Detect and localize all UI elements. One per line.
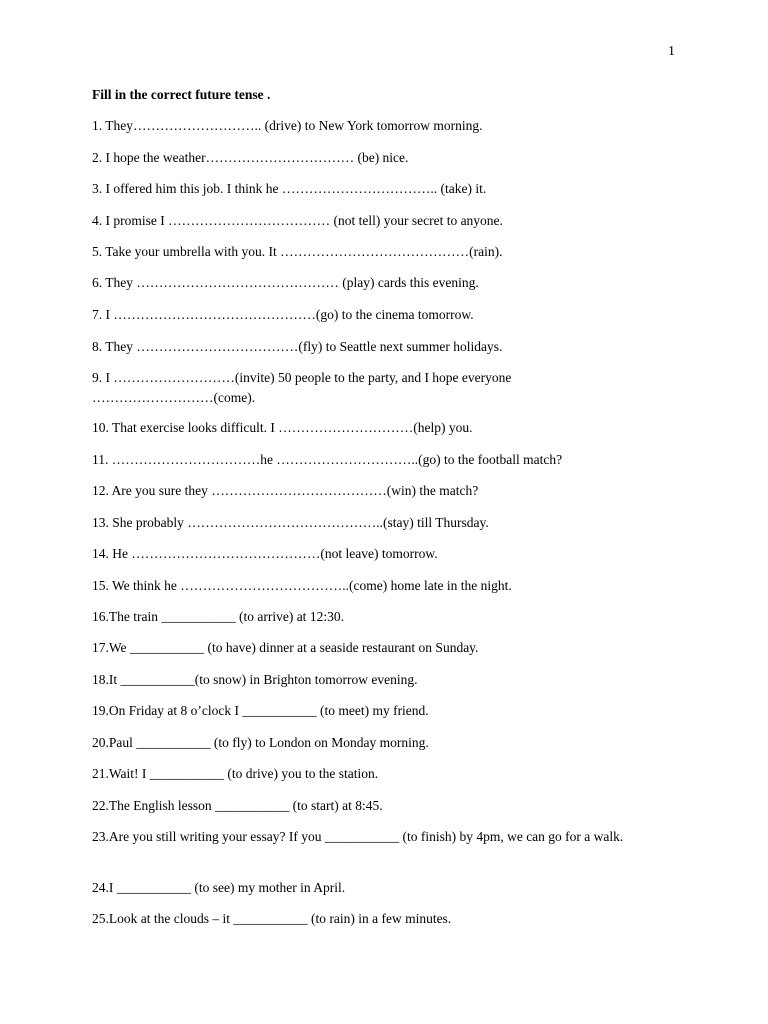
exercise-item-7: 7. I ………………………………………(go) to the cinema tomorrow. bbox=[92, 307, 474, 322]
exercise-item-11: 11. ……………………………he …………………………..(go) to the football match? bbox=[92, 452, 563, 467]
exercise-item-10: 10. That exercise looks difficult. I …………………………(help) you. bbox=[92, 420, 473, 435]
exercise-item-9: 9. I ………………………(invite) 50 people to the party, and I hope everyone ………………………(come). bbox=[92, 370, 512, 405]
exercise-item-16: 16.The train ___________ (to arrive) at 12:30. bbox=[92, 609, 344, 624]
exercise-item-8: 8. They ………………………………(fly) to Seattle next summer holidays. bbox=[92, 339, 503, 354]
exercise-item-5: 5. Take your umbrella with you. It ……………………………………(rain). bbox=[92, 244, 503, 259]
exercise-item-15: 15. We think he ………………………………..(come) home late in the night. bbox=[92, 578, 512, 593]
exercise-item-17: 17.We ___________ (to have) dinner at a seaside restaurant on Sunday. bbox=[92, 640, 479, 655]
worksheet-heading: Fill in the correct future tense . bbox=[92, 87, 271, 102]
exercise-item-4: 4. I promise I ……………………………… (not tell) your secret to anyone. bbox=[92, 213, 503, 228]
exercise-item-18: 18.It ___________(to snow) in Brighton tomorrow evening. bbox=[92, 672, 418, 687]
exercise-item-19: 19.On Friday at 8 o’clock I ___________ (to meet) my friend. bbox=[92, 703, 429, 718]
exercise-item-2: 2. I hope the weather…………………………… (be) nice. bbox=[92, 150, 409, 165]
exercise-item-6: 6. They ……………………………………… (play) cards this evening. bbox=[92, 275, 479, 290]
exercise-item-25: 25.Look at the clouds – it ___________ (to rain) in a few minutes. bbox=[92, 911, 452, 926]
exercise-item-13: 13. She probably ……………………………………..(stay) till Thursday. bbox=[92, 515, 489, 530]
exercise-item-23: 23.Are you still writing your essay? If you ___________ (to finish) by 4pm, we can go for a walk. bbox=[92, 829, 624, 844]
exercise-item-12: 12. Are you sure they …………………………………(win) the match? bbox=[92, 483, 479, 498]
exercise-item-1: 1. They……………………….. (drive) to New York tomorrow morning. bbox=[92, 118, 483, 133]
page-number: 1 bbox=[668, 44, 675, 59]
exercise-item-20: 20.Paul ___________ (to fly) to London on Monday morning. bbox=[92, 735, 429, 750]
exercise-item-14: 14. He ……………………………………(not leave) tomorrow. bbox=[92, 546, 438, 561]
exercise-item-22: 22.The English lesson ___________ (to start) at 8:45. bbox=[92, 798, 383, 813]
exercise-item-21: 21.Wait! I ___________ (to drive) you to the station. bbox=[92, 766, 379, 781]
exercise-item-3: 3. I offered him this job. I think he …………………………….. (take) it. bbox=[92, 181, 487, 196]
exercise-item-24: 24.I ___________ (to see) my mother in April. bbox=[92, 880, 346, 895]
